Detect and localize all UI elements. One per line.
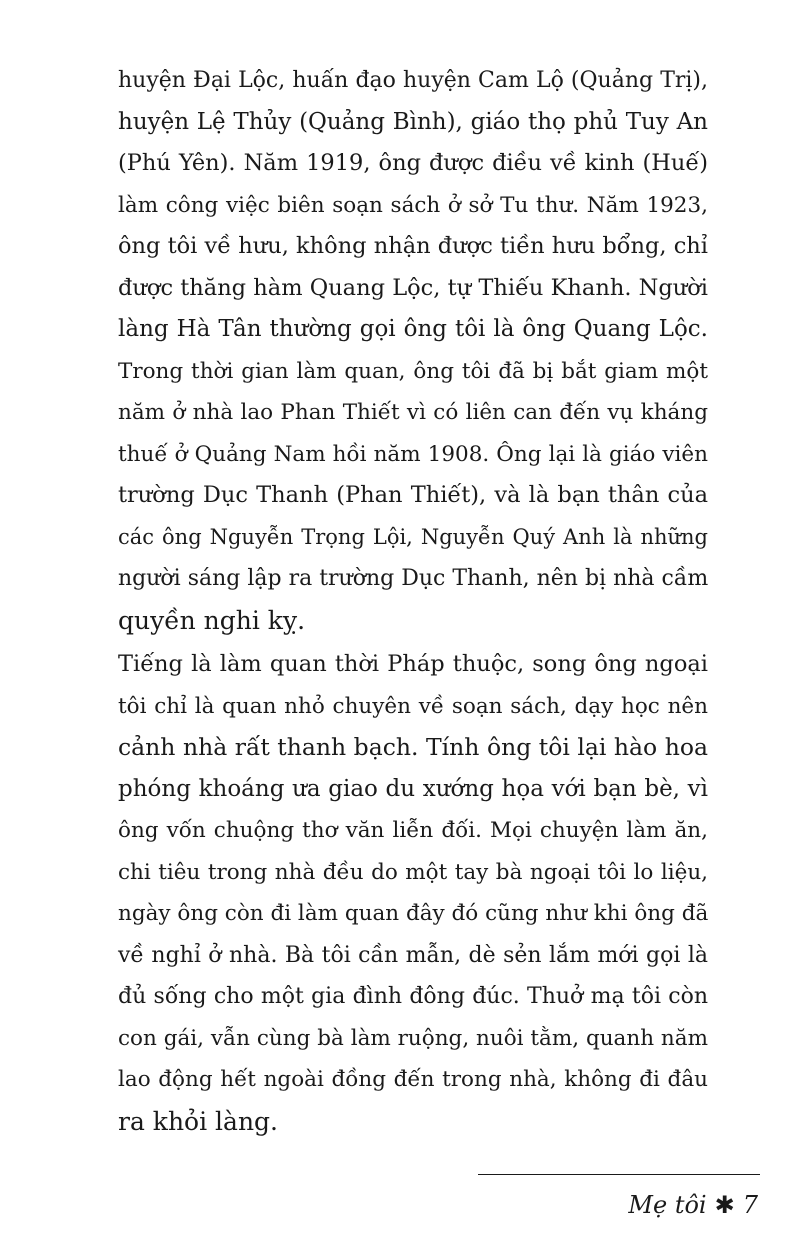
text-line: các ông Nguyễn Trọng Lội, Nguyễn Quý Anh là những (118, 524, 708, 549)
page-number: 7 (742, 1191, 758, 1219)
text-line: được thăng hàm Quang Lộc, tự Thiếu Khanh. Người (118, 274, 708, 301)
text-line: chi tiêu trong nhà đều do một tay bà ngoại tôi lo liệu, (118, 859, 708, 885)
text-line: người sáng lập ra trường Dục Thanh, nên bị nhà cầm (118, 566, 709, 591)
text-line: lao động hết ngoài đồng đến trong nhà, không đi đâu (118, 1067, 708, 1092)
text-line: về nghỉ ở nhà. Bà tôi cần mẫn, dè sẻn lắm mới gọi là (118, 942, 708, 968)
text-line: tôi chỉ là quan nhỏ chuyên về soạn sách, dạy học nên (118, 693, 708, 719)
text-line: phóng khoáng ưa giao du xướng họa với bạn bè, vì (118, 775, 708, 802)
text-line: con gái, vẫn cùng bà làm ruộng, nuôi tằm, quanh năm (118, 1025, 708, 1051)
text-line: năm ở nhà lao Phan Thiết vì có liên can đến vụ kháng (118, 400, 708, 425)
asterisk-icon: ✱ (714, 1191, 735, 1219)
text-line: ra khỏi làng. (118, 1106, 278, 1136)
text-line: Tiếng là làm quan thời Pháp thuộc, song ông ngoại (118, 651, 708, 677)
paragraph-1 (118, 60, 708, 641)
text-line: huyện Đại Lộc, huấn đạo huyện Cam Lộ (Quảng Trị), (118, 68, 708, 93)
text-line: ngày ông còn đi làm quan đây đó cũng như khi ông đã (118, 901, 709, 926)
text-line: quyền nghi kỵ. (118, 605, 306, 635)
text-line: ông tôi về hưu, không nhận được tiền hưu bổng, chỉ (118, 233, 708, 259)
text-line: ông vốn chuộng thơ văn liễn đối. Mọi chuyện làm ăn, (118, 818, 708, 843)
footer-divider (478, 1174, 760, 1175)
text-line: thuế ở Quảng Nam hồi năm 1908. Ông lại là giáo viên (118, 441, 708, 467)
paragraph-2 (118, 644, 708, 1142)
text-line: đủ sống cho một gia đình đông đúc. Thuở mạ tôi còn (118, 984, 708, 1009)
text-line: cảnh nhà rất thanh bạch. Tính ông tôi lại hào hoa (118, 733, 708, 761)
running-title: Mẹ tôi (628, 1191, 707, 1219)
text-line: làng Hà Tân thường gọi ông tôi là ông Quang Lộc. (118, 316, 708, 342)
text-line: huyện Lệ Thủy (Quảng Bình), giáo thọ phủ Tuy An (118, 108, 708, 135)
page-footer (628, 1190, 758, 1220)
text-line: (Phú Yên). Năm 1919, ông được điều về kinh (Huế) (118, 150, 708, 176)
text-line: làm công việc biên soạn sách ở sở Tu thư. Năm 1923, (118, 192, 708, 218)
text-line: trường Dục Thanh (Phan Thiết), và là bạn thân của (118, 482, 708, 508)
text-line: Trong thời gian làm quan, ông tôi đã bị bắt giam một (118, 358, 708, 384)
